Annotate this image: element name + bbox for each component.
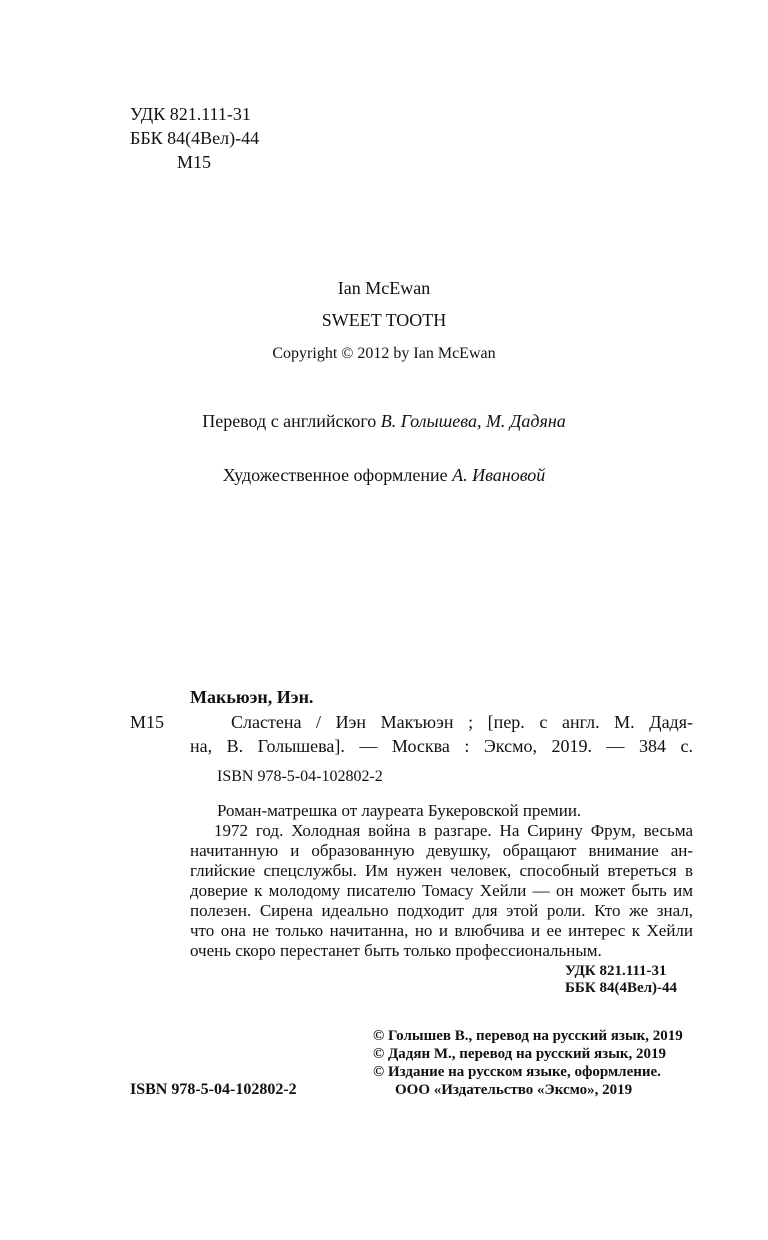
annotation-line: что она не только начитанна, но и влюбчива и ее интерес к Хейли [190, 921, 693, 940]
catalog-bbk: ББК 84(4Вел)-44 [565, 980, 678, 996]
original-title: SWEET TOOTH [321, 310, 447, 330]
catalog-udk: УДК 821.111-31 [565, 963, 667, 979]
artist: А. Ивановой [452, 465, 546, 485]
catalog-entry-line2: на, В. Голышева]. — Москва : Эксмо, 2019. — 384 с. [190, 736, 693, 756]
footer-copyright: ООО «Издательство «Эксмо», 2019 [395, 1082, 633, 1098]
translation-credit [0, 411, 768, 432]
design-prefix: Художественное оформление [222, 465, 448, 485]
author-mark-top: М15 [177, 152, 212, 172]
original-author: Ian McEwan [337, 278, 431, 298]
catalog-entry-line1: Сластена / Иэн Макъюэн ; [пер. с англ. М. Дадя- [231, 712, 693, 732]
translators: В. Голышева, М. Дадяна [380, 411, 566, 431]
annotation-line: начитанную и образованную девушку, обращают внимание ан- [190, 841, 693, 860]
annotation-line: 1972 год. Холодная война в разгаре. На Сирину Фрум, весьма [214, 821, 693, 840]
original-copyright: Copyright © 2012 by Ian McEwan [272, 345, 496, 362]
catalog-mark: М15 [130, 712, 165, 732]
footer-copyright: © Дадян М., перевод на русский язык, 2019 [373, 1046, 667, 1062]
annotation [190, 801, 693, 961]
catalog-isbn: ISBN 978-5-04-102802-2 [217, 768, 383, 785]
annotation-line: доверие к молодому писателю Томасу Хейли — он может быть им [190, 881, 693, 900]
bbk-top: ББК 84(4Вел)-44 [130, 128, 260, 148]
footer-copyright: © Голышев В., перевод на русский язык, 2019 [373, 1028, 683, 1044]
annotation-line: глийские спецслужбы. Им нужен человек, способный втереться в [190, 861, 693, 880]
catalog-heading: Макьюэн, Иэн. [190, 687, 314, 707]
annotation-line: очень скоро перестанет быть только профессиональным. [190, 941, 602, 960]
translation-prefix: Перевод с английского [202, 411, 377, 431]
footer-copyright: © Издание на русском языке, оформление. [373, 1064, 661, 1080]
udk-top: УДК 821.111-31 [130, 104, 251, 124]
footer-isbn: ISBN 978-5-04-102802-2 [130, 1081, 297, 1098]
design-credit [0, 465, 768, 486]
annotation-line: Роман-матрешка от лауреата Букеровской премии. [217, 801, 582, 820]
annotation-line: полезен. Сирена идеально подходит для этой роли. Кто же знал, [190, 901, 693, 920]
